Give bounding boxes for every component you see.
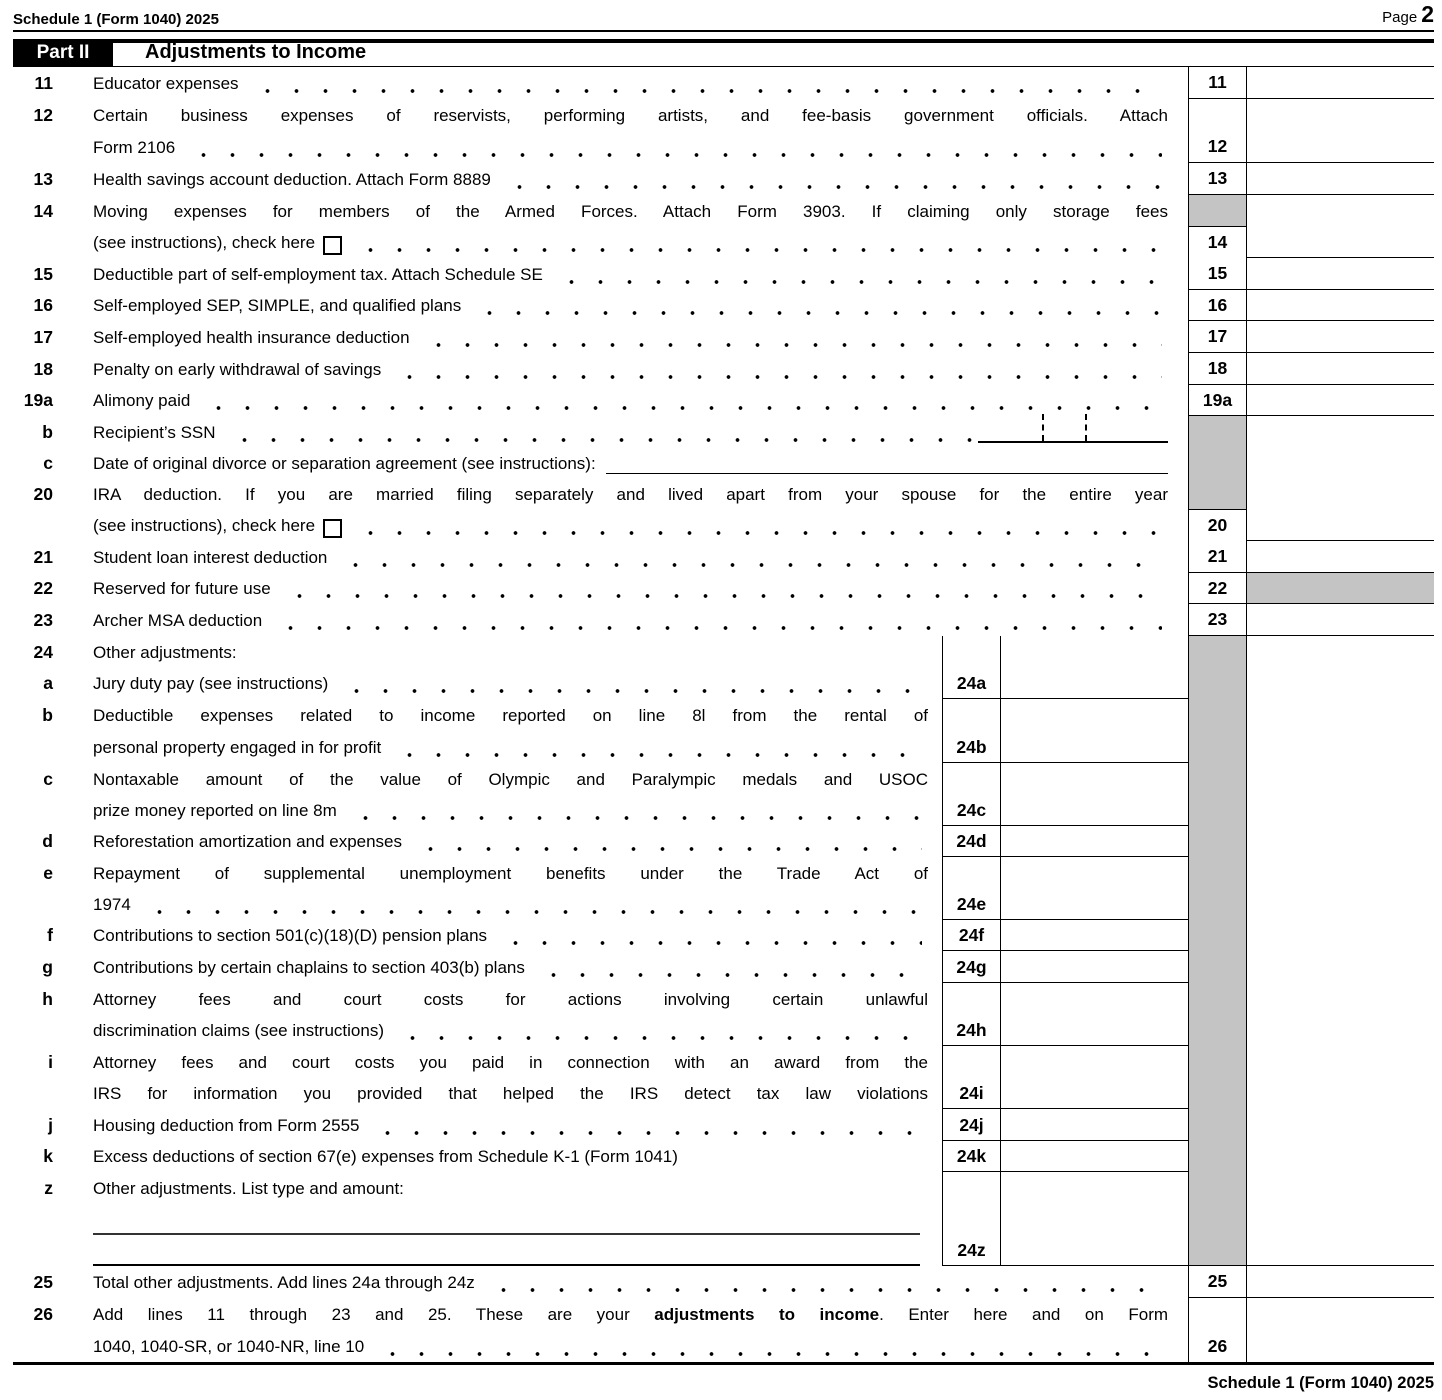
line-11-text: Educator expenses: [93, 74, 239, 93]
line-14-amount-input[interactable]: [1246, 195, 1434, 258]
part-2-header-bar: [13, 39, 1434, 66]
shaded-cell: [1189, 195, 1246, 227]
line-21-number: 21: [33, 547, 53, 567]
line-20-box-label: 20: [1207, 515, 1228, 535]
line-24b-amount-input[interactable]: [1000, 699, 1188, 763]
line-24h-text-1: Attorney fees and court costs for actions involving certain unlawful: [93, 990, 928, 1009]
row-line-24e: [13, 857, 1188, 920]
line-13-text: Health savings account deduction. Attach Form 8889: [93, 170, 491, 189]
line-13-number: 13: [33, 169, 53, 189]
line-24e-letter: e: [43, 863, 53, 883]
line-18-number: 18: [33, 359, 53, 379]
line-16-amount-input[interactable]: [1246, 290, 1434, 321]
line-24b-letter: b: [42, 705, 53, 725]
line-15-text: Deductible part of self-employment tax. Attach Schedule SE: [93, 265, 543, 284]
line-24c-text-1: Nontaxable amount of the value of Olympic and Paralympic medals and USOC: [93, 770, 928, 789]
footer-form-id: Schedule 1 (Form 1040) 2025: [1207, 1374, 1434, 1392]
line-24h-box-label: 24h: [942, 983, 1000, 1046]
line-18-text: Penalty on early withdrawal of savings: [93, 360, 382, 379]
line-24z-box-label: 24z: [942, 1172, 1000, 1266]
row-line-24h: [13, 983, 1188, 1046]
line-24f-box-label: 24f: [942, 920, 1000, 951]
line-11-box-label: 11: [1188, 67, 1246, 99]
line-24k-text: Excess deductions of section 67(e) expenses from Schedule K-1 (Form 1041): [93, 1147, 678, 1166]
line-22-number: 22: [33, 578, 53, 598]
line-25-amount-input[interactable]: [1246, 1266, 1434, 1298]
row-line-15: [13, 258, 1434, 290]
line-24a-amount-input[interactable]: [1000, 636, 1188, 699]
line-13-amount-input[interactable]: [1246, 163, 1434, 195]
dot-leader: [354, 510, 1162, 536]
row-line-24i: [13, 1046, 1188, 1109]
row-line-24g: [13, 951, 1188, 983]
line-26-amount-input[interactable]: [1246, 1298, 1434, 1362]
line-22-reserved-cell: [1246, 573, 1434, 604]
storage-fees-checkbox[interactable]: [323, 236, 342, 255]
ssn-separator-tick: [1042, 414, 1044, 441]
line-17-amount-input[interactable]: [1246, 321, 1434, 353]
line-26-box-label: 26: [1188, 1298, 1246, 1362]
row-line-24c: [13, 763, 1188, 826]
line-15-box-label: 15: [1188, 258, 1246, 290]
line-24e-text-2: 1974: [93, 895, 131, 914]
page-header: [13, 1, 1434, 32]
line-20-text-1: IRA deduction. If you are married filing separately and lived apart from your spouse for the entire year: [93, 485, 1168, 504]
line-19a-box-label: 19a: [1188, 385, 1246, 416]
dot-leader: [487, 1266, 1162, 1293]
line-24e-box-label: 24e: [942, 857, 1000, 920]
lines-19b-20-number-column: [1188, 416, 1246, 541]
dot-leader: [143, 889, 922, 915]
ssn-separator-tick: [1085, 414, 1087, 441]
line-24e-amount-input[interactable]: [1000, 857, 1188, 920]
line-11-number: 11: [34, 73, 53, 93]
line-11-amount-input[interactable]: [1246, 67, 1434, 99]
line-19b-text: Recipient’s SSN: [93, 423, 216, 442]
line-14-number: 14: [33, 201, 53, 221]
line-26-text-bold: adjustments to income: [654, 1305, 880, 1324]
recipient-ssn-input[interactable]: [978, 416, 1168, 443]
line-24c-letter: c: [43, 769, 53, 789]
dot-leader: [537, 951, 922, 978]
part-2-label: Part II: [13, 39, 113, 66]
other-adjustments-writein-line-1[interactable]: [93, 1204, 920, 1235]
row-line-24z: [13, 1172, 1188, 1266]
line-24h-letter: h: [42, 989, 53, 1009]
dot-leader: [340, 668, 922, 694]
line-24g-amount-input[interactable]: [1000, 951, 1188, 983]
dot-leader: [354, 227, 1162, 253]
line-16-text: Self-employed SEP, SIMPLE, and qualified plans: [93, 296, 462, 315]
line-24d-text: Reforestation amortization and expenses: [93, 832, 403, 851]
row-line-18: [13, 353, 1434, 385]
row-line-19a: [13, 385, 1434, 416]
line-24-number: 24: [33, 642, 53, 662]
line-24a-letter: a: [43, 673, 53, 693]
line-20-text-2: (see instructions), check here: [93, 516, 316, 535]
dot-leader: [422, 321, 1162, 348]
row-line-22: [13, 573, 1434, 604]
line-24b-text-2: personal property engaged in for profit: [93, 738, 382, 757]
row-line-23: [13, 604, 1434, 636]
row-line-24b: [13, 699, 1188, 763]
line-25-number: 25: [33, 1272, 53, 1292]
row-line-24f: [13, 920, 1188, 951]
line-18-amount-input[interactable]: [1246, 353, 1434, 385]
line-20-amount-input[interactable]: [1246, 416, 1434, 541]
row-line-12: [13, 99, 1434, 163]
dot-leader: [503, 163, 1162, 190]
row-line-26: [13, 1298, 1434, 1362]
line-18-box-label: 18: [1188, 353, 1246, 385]
line-24z-letter: z: [44, 1178, 53, 1198]
dot-leader: [393, 731, 922, 758]
line-24a-text: Jury duty pay (see instructions): [93, 674, 329, 693]
line-24e-text-1: Repayment of supplemental unemployment benefits under the Trade Act of: [93, 864, 928, 883]
line-19a-number: 19a: [23, 390, 53, 410]
dot-leader: [339, 541, 1162, 568]
dot-leader: [371, 1109, 922, 1136]
line-23-box-label: 23: [1188, 604, 1246, 636]
dot-leader: [414, 826, 922, 852]
line-19c-letter: c: [43, 453, 53, 473]
line-13-box-label: 13: [1188, 163, 1246, 195]
line-26-text-post: . Enter here and on Form: [879, 1305, 1169, 1324]
row-lines-19b-20: [13, 416, 1434, 541]
line-19a-text: Alimony paid: [93, 391, 191, 410]
line-24j-box-label: 24j: [942, 1109, 1000, 1141]
line-24k-letter: k: [43, 1146, 53, 1166]
line-19c-text: Date of original divorce or separation agreement (see instructions):: [93, 454, 596, 473]
dot-leader: [349, 795, 922, 821]
dot-leader: [393, 353, 1162, 380]
line-24f-text: Contributions to section 501(c)(18)(D) pension plans: [93, 926, 488, 945]
dot-leader: [274, 604, 1162, 631]
row-line-16: [13, 290, 1434, 321]
line-25-box-label: 25: [1188, 1266, 1246, 1298]
line-26-text-1: [93, 1305, 1168, 1325]
adjustments-table: [13, 66, 1434, 1365]
form-id-header: Schedule 1 (Form 1040) 2025: [13, 11, 219, 28]
line-23-number: 23: [33, 610, 53, 630]
line-15-amount-input[interactable]: [1246, 258, 1434, 290]
line-17-box-label: 17: [1188, 321, 1246, 353]
dot-leader: [187, 131, 1162, 158]
lines-24-right-blank-cell: [1246, 636, 1434, 1266]
line-24-text: Other adjustments:: [93, 643, 237, 662]
form-page: [13, 1, 1434, 1393]
dot-leader: [499, 920, 922, 946]
line-23-amount-input[interactable]: [1246, 604, 1434, 636]
line-24j-amount-input[interactable]: [1000, 1109, 1188, 1141]
dot-leader: [396, 1015, 922, 1041]
line-24h-amount-input[interactable]: [1000, 983, 1188, 1046]
page-indicator: [1382, 1, 1434, 28]
line-24a-box-label: 24a: [942, 636, 1000, 699]
line-24c-text-2: prize money reported on line 8m: [93, 801, 337, 820]
line-17-number: 17: [33, 327, 53, 347]
line-24f-amount-input[interactable]: [1000, 920, 1188, 951]
dot-leader: [376, 1330, 1162, 1357]
line-24g-text: Contributions by certain chaplains to section 403(b) plans: [93, 958, 525, 977]
shaded-cell: [1189, 416, 1246, 510]
dot-leader: [228, 416, 972, 443]
line-17-text: Self-employed health insurance deduction: [93, 328, 410, 347]
line-15-number: 15: [33, 264, 53, 284]
line-26-text-2: 1040, 1040-SR, or 1040-NR, line 10: [93, 1337, 365, 1356]
line-16-number: 16: [33, 295, 53, 315]
line-24d-amount-input[interactable]: [1000, 826, 1188, 857]
line-22-text: Reserved for future use: [93, 579, 271, 598]
line-24k-box-label: 24k: [942, 1141, 1000, 1172]
line-24g-box-label: 24g: [942, 951, 1000, 983]
line-12-box-label: 12: [1188, 99, 1246, 163]
line-24b-box-label: 24b: [942, 699, 1000, 763]
line-24j-text: Housing deduction from Form 2555: [93, 1116, 360, 1135]
line-23-text: Archer MSA deduction: [93, 611, 263, 630]
dot-leader: [251, 67, 1162, 94]
dot-leader: [473, 290, 1162, 316]
line-16-box-label: 16: [1188, 290, 1246, 321]
line-24i-text-1: Attorney fees and court costs you paid in connection with an award from the: [93, 1053, 928, 1072]
row-line-24d: [13, 826, 1188, 857]
line-24i-amount-input[interactable]: [1000, 1046, 1188, 1109]
line-19a-amount-input[interactable]: [1246, 385, 1434, 416]
line-24d-letter: d: [42, 831, 53, 851]
dot-leader: [555, 258, 1162, 285]
dot-leader: [202, 385, 1162, 411]
line-24g-letter: g: [42, 957, 53, 977]
line-24f-letter: f: [47, 925, 53, 945]
line-21-text: Student loan interest deduction: [93, 548, 328, 567]
line-24h-text-2: discrimination claims (see instructions): [93, 1021, 384, 1040]
row-lines-24: [13, 636, 1434, 1266]
dot-leader: [283, 573, 1162, 599]
other-adjustments-subtable: [13, 636, 1188, 1266]
line-24i-letter: i: [48, 1052, 53, 1072]
line-25-text: Total other adjustments. Add lines 24a through 24z: [93, 1273, 475, 1292]
row-line-24a: [13, 636, 1188, 699]
line-24z-text: Other adjustments. List type and amount:: [93, 1179, 404, 1198]
lines-24-shaded-number-column: [1188, 636, 1246, 1266]
line-20-number: 20: [33, 484, 53, 504]
line-12-text-2: Form 2106: [93, 138, 176, 157]
line-14-text-2: (see instructions), check here: [93, 233, 316, 252]
row-line-11: [13, 67, 1434, 99]
line-24i-text-2: IRS for information you provided that helped the IRS detect tax law violations: [93, 1084, 928, 1103]
line-24c-box-label: 24c: [942, 763, 1000, 826]
other-adjustments-writein-line-2[interactable]: [93, 1235, 920, 1266]
line-12-number: 12: [33, 105, 53, 125]
line-26-number: 26: [33, 1304, 53, 1324]
row-line-13: [13, 163, 1434, 195]
line-24b-text-1: Deductible expenses related to income reported on line 8l from the rental of: [93, 706, 928, 725]
row-line-25: [13, 1266, 1434, 1298]
ira-lived-apart-checkbox[interactable]: [323, 519, 342, 538]
part-2-title: Adjustments to Income: [145, 41, 367, 63]
line-21-box-label: 21: [1188, 541, 1246, 573]
line-22-box-label: 22: [1188, 573, 1246, 604]
line-14-text-1: Moving expenses for members of the Armed Forces. Attach Form 3903. If claiming only storage fees: [93, 202, 1168, 221]
line-12-text-1: Certain business expenses of reservists, performing artists, and fee-basis government officials. Attach: [93, 106, 1168, 125]
line-24c-amount-input[interactable]: [1000, 763, 1188, 826]
line-14-box-label: 14: [1207, 232, 1228, 252]
line-24d-box-label: 24d: [942, 826, 1000, 857]
line-24z-amount-input[interactable]: [1000, 1172, 1188, 1266]
divorce-date-input[interactable]: [606, 448, 1168, 474]
row-line-24j: [13, 1109, 1188, 1141]
line-24i-box-label: 24i: [942, 1046, 1000, 1109]
page-number: 2: [1421, 1, 1434, 27]
page-label: Page: [1382, 9, 1418, 26]
row-line-17: [13, 321, 1434, 353]
row-line-14: [13, 195, 1434, 258]
line-19b-letter: b: [42, 422, 53, 442]
line-26-text-pre: Add lines 11 through 23 and 25. These are your: [93, 1305, 655, 1324]
row-line-24k: [13, 1141, 1188, 1172]
row-line-21: [13, 541, 1434, 573]
line-14-number-column: [1188, 195, 1246, 258]
line-24j-letter: j: [48, 1115, 53, 1135]
line-24k-amount-input[interactable]: [1000, 1141, 1188, 1172]
line-12-amount-input[interactable]: [1246, 99, 1434, 163]
line-21-amount-input[interactable]: [1246, 541, 1434, 573]
